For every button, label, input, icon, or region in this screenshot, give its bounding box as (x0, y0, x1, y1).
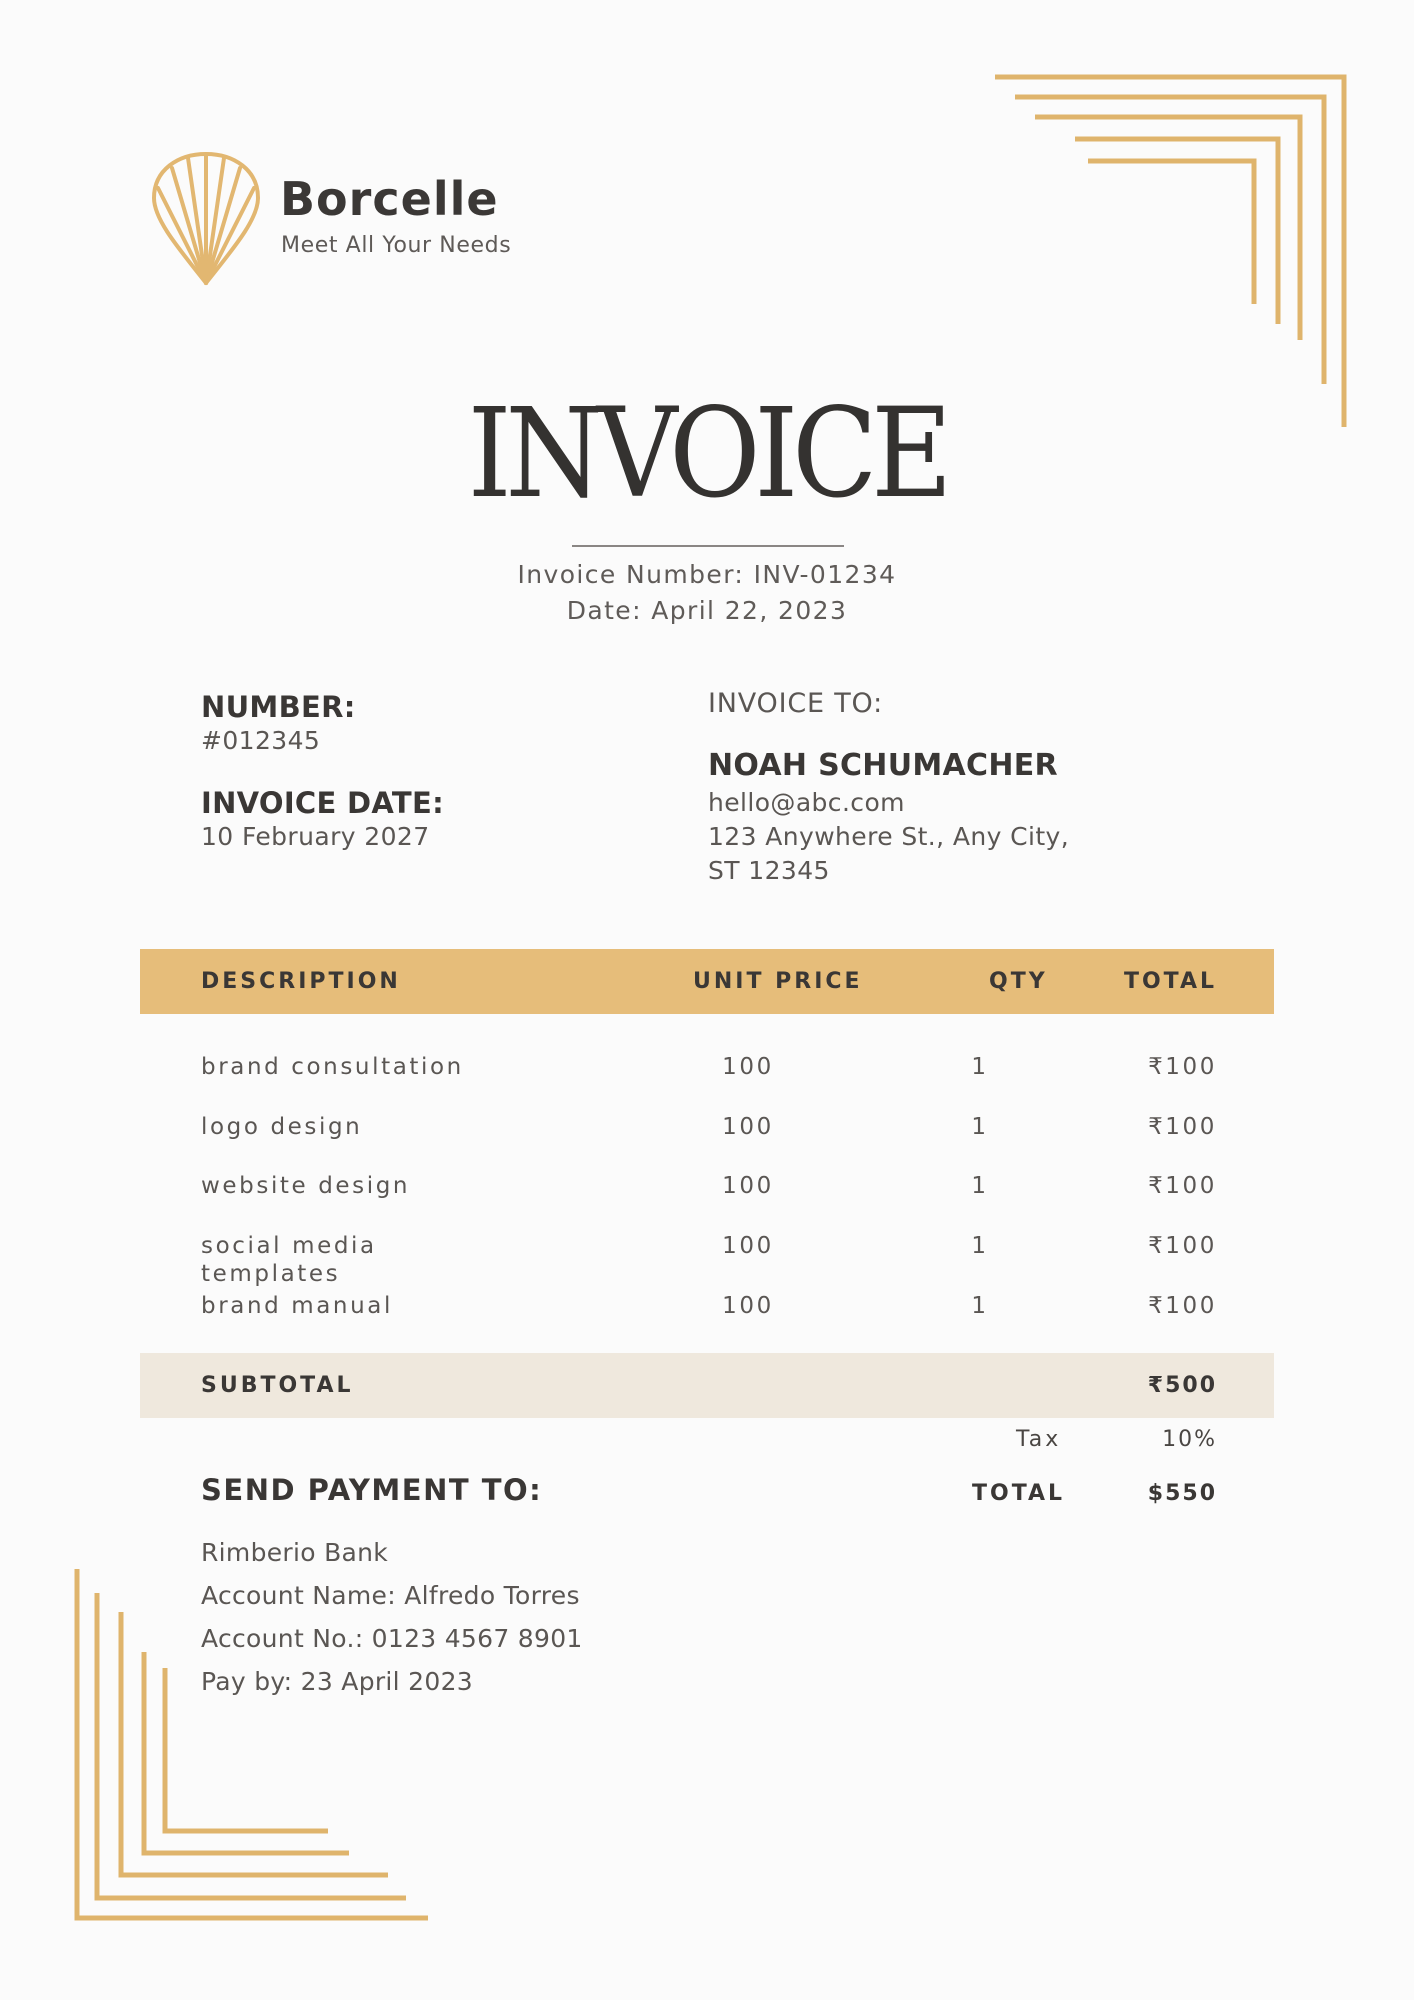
client-name: NOAH SCHUMACHER (708, 748, 1058, 783)
corner-ornament-top-right (990, 72, 1350, 432)
payment-heading: SEND PAYMENT TO: (201, 1473, 543, 1507)
table-row (140, 1172, 1274, 1212)
table-row (140, 1292, 1274, 1332)
number-label: NUMBER: (201, 690, 356, 724)
row-description: website design (201, 1173, 411, 1199)
invoice-date-label: INVOICE DATE: (201, 786, 444, 820)
row-description: brand consultation (201, 1054, 464, 1080)
row-unit-price: 100 (722, 1173, 774, 1199)
table-header: DESCRIPTION UNIT PRICE QTY TOTAL (140, 949, 1274, 1014)
payment-account-number: Account No.: 0123 4567 8901 (201, 1624, 583, 1653)
row-description: brand manual (201, 1293, 393, 1319)
row-description: social media templates (201, 1233, 377, 1287)
invoice-to-label: INVOICE TO: (708, 688, 884, 719)
row-description: logo design (201, 1114, 363, 1140)
row-qty: 1 (971, 1173, 989, 1199)
subtotal-row (140, 1353, 1274, 1418)
grand-total-label: TOTAL (972, 1481, 1066, 1506)
invoice-number-line: Invoice Number: INV-01234 (517, 560, 897, 589)
payment-due-date: Pay by: 23 April 2023 (201, 1667, 473, 1696)
invoice-title: INVOICE (467, 382, 947, 526)
invoice-date-line: Date: April 22, 2023 (566, 596, 848, 625)
table-row (140, 1232, 1274, 1290)
row-total: ₹100 (1148, 1114, 1217, 1140)
table-row (140, 1113, 1274, 1153)
row-total: ₹100 (1148, 1054, 1217, 1080)
payment-bank: Rimberio Bank (201, 1538, 389, 1567)
table-row (140, 1053, 1274, 1093)
row-qty: 1 (971, 1054, 989, 1080)
brand-tagline: Meet All Your Needs (281, 233, 512, 258)
tax-label: Tax (1016, 1427, 1062, 1452)
client-email: hello@abc.com (708, 788, 905, 817)
row-unit-price: 100 (722, 1233, 774, 1259)
row-unit-price: 100 (722, 1054, 774, 1080)
tax-value: 10% (1162, 1427, 1217, 1452)
corner-ornament-bottom-left (70, 1565, 440, 1925)
row-qty: 1 (971, 1114, 989, 1140)
row-qty: 1 (971, 1293, 989, 1319)
client-address-line2: ST 12345 (708, 856, 830, 885)
row-total: ₹100 (1148, 1293, 1217, 1319)
title-divider (572, 545, 844, 547)
column-header-description: DESCRIPTION (201, 969, 401, 994)
row-total: ₹100 (1148, 1233, 1217, 1259)
brand-name: Borcelle (280, 172, 499, 226)
shell-fan-icon (150, 150, 262, 288)
subtotal-label: SUBTOTAL (201, 1373, 354, 1398)
client-address-line1: 123 Anywhere St., Any City, (708, 822, 1070, 851)
row-qty: 1 (971, 1233, 989, 1259)
row-unit-price: 100 (722, 1114, 774, 1140)
row-unit-price: 100 (722, 1293, 774, 1319)
payment-account-name: Account Name: Alfredo Torres (201, 1581, 580, 1610)
grand-total-value: $550 (1147, 1481, 1217, 1506)
column-header-total: TOTAL (1123, 969, 1217, 994)
invoice-date-value: 10 February 2027 (201, 822, 430, 851)
number-value: #012345 (201, 726, 321, 755)
column-header-qty: QTY (989, 969, 1048, 994)
subtotal-value: ₹500 (1147, 1373, 1217, 1398)
row-total: ₹100 (1148, 1173, 1217, 1199)
